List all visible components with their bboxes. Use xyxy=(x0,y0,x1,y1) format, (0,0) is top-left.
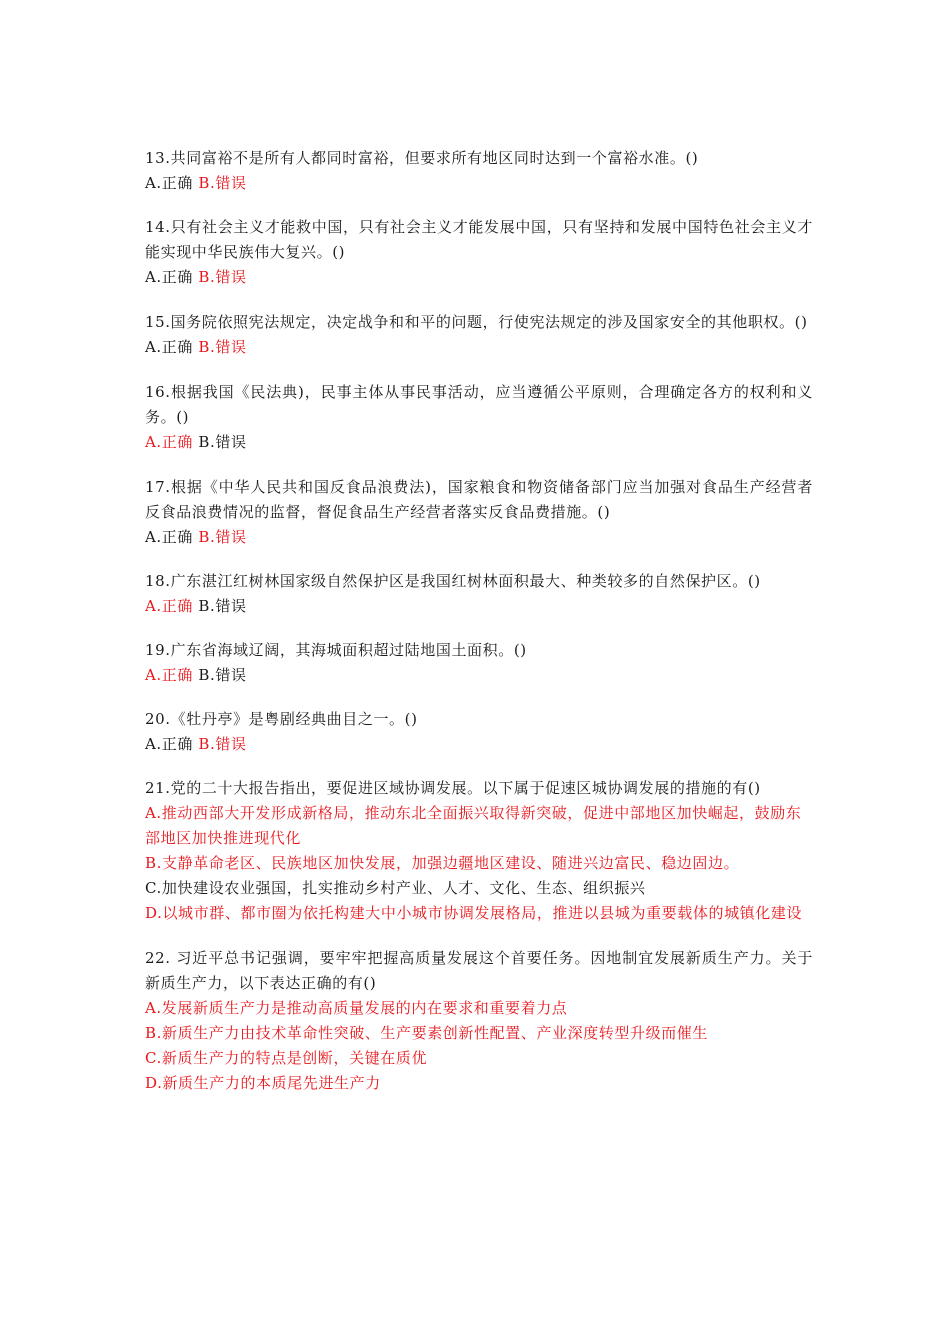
option-a: A.正确 xyxy=(145,528,194,546)
option-b-correct: B.错误 xyxy=(198,268,247,286)
answer-options xyxy=(145,171,813,196)
option-c-correct: C.新质生产力的特点是创断，关键在质优 xyxy=(145,1049,428,1067)
option-a: A.正确 xyxy=(145,174,194,192)
option-b-correct: B.支静革命老区、民族地区加快发展，加强边疆地区建设、随进兴边富民、稳边固边。 xyxy=(145,854,740,872)
option-b: B.错误 xyxy=(198,597,247,615)
option-b-correct: B.错误 xyxy=(198,528,247,546)
option-b-correct: B.错误 xyxy=(198,735,247,753)
option-a-correct: A.推动西部大开发形成新格局，推动东北全面振兴取得新突破，促进中部地区加快崛起，鼓励东部地区加快推进现代化 xyxy=(145,804,802,847)
option-a-correct: A.发展新质生产力是推动高质量发展的内在要求和重要着力点 xyxy=(145,999,568,1017)
question-15 xyxy=(145,310,813,360)
option-d-correct: D.新质生产力的本质尾先进生产力 xyxy=(145,1074,381,1092)
answer-options xyxy=(145,335,813,360)
question-stem: 15.国务院依照宪法规定，决定战争和和平的问题，行使宪法规定的涉及国家安全的其他职权。() xyxy=(145,313,808,331)
option-b-correct: B.错误 xyxy=(198,174,247,192)
option-a: A.正确 xyxy=(145,338,194,356)
answer-options xyxy=(145,732,813,757)
option-d-correct: D.以城市群、都市圈为依托构建大中小城市协调发展格局，推进以县城为重要载体的城镇化建设 xyxy=(145,904,803,922)
option-a-correct: A.正确 xyxy=(145,597,194,615)
question-stem: 19.广东省海域辽阔，其海城面积超过陆地国土面积。() xyxy=(145,641,527,659)
option-a-correct: A.正确 xyxy=(145,433,194,451)
question-stem: 13.共同富裕不是所有人都同时富裕，但要求所有地区同时达到一个富裕水准。() xyxy=(145,149,699,167)
option-b: B.错误 xyxy=(198,433,247,451)
question-21 xyxy=(145,776,813,926)
option-b-correct: B.错误 xyxy=(198,338,247,356)
question-22 xyxy=(145,946,813,1096)
question-stem: 14.只有社会主义才能救中国，只有社会主义才能发展中国，只有坚持和发展中国特色社会主义才能实现中华民族伟大复兴。() xyxy=(145,218,813,261)
question-13 xyxy=(145,146,813,196)
answer-options xyxy=(145,430,813,455)
question-20 xyxy=(145,707,813,757)
question-stem: 16.根据我国《民法典)，民事主体从事民事活动，应当遵循公平原则，合理确定各方的权利和义务。() xyxy=(145,383,813,426)
question-stem: 21.党的二十大报告指出，要促进区域协调发展。以下属于促速区城协调发展的措施的有() xyxy=(145,779,761,797)
option-a-correct: A.正确 xyxy=(145,666,194,684)
question-16 xyxy=(145,380,813,455)
question-stem: 20.《牡丹亭》是粤剧经典曲目之一。() xyxy=(145,710,418,728)
option-b: B.错误 xyxy=(198,666,247,684)
answer-options xyxy=(145,525,813,550)
option-a: A.正确 xyxy=(145,268,194,286)
question-stem: 17.根据《中华人民共和国反食品浪费法)，国家粮食和物资储备部门应当加强对食品生产经营者反食品浪费情况的监督，督促食品生产经营者落实反食品费措施。() xyxy=(145,478,813,521)
question-list xyxy=(145,146,813,1096)
question-18 xyxy=(145,569,813,619)
option-b-correct: B.新质生产力由技术革命性突破、生产要素创新性配置、产业深度转型升级而催生 xyxy=(145,1024,708,1042)
question-19 xyxy=(145,638,813,688)
question-17 xyxy=(145,475,813,550)
question-stem: 22. 习近平总书记强调，要牢牢把握高质量发展这个首要任务。因地制宜发展新质生产力。关于新质生产力，以下表达正确的有() xyxy=(145,949,813,992)
question-14 xyxy=(145,215,813,290)
answer-options xyxy=(145,265,813,290)
option-a: A.正确 xyxy=(145,735,194,753)
question-stem: 18.广东湛江红树林国家级自然保护区是我国红树林面积最大、种类较多的自然保护区。() xyxy=(145,572,761,590)
answer-options xyxy=(145,663,813,688)
answer-options xyxy=(145,594,813,619)
option-c: C.加快建设农业强国，扎实推动乡村产业、人才、文化、生态、组织振兴 xyxy=(145,879,646,897)
